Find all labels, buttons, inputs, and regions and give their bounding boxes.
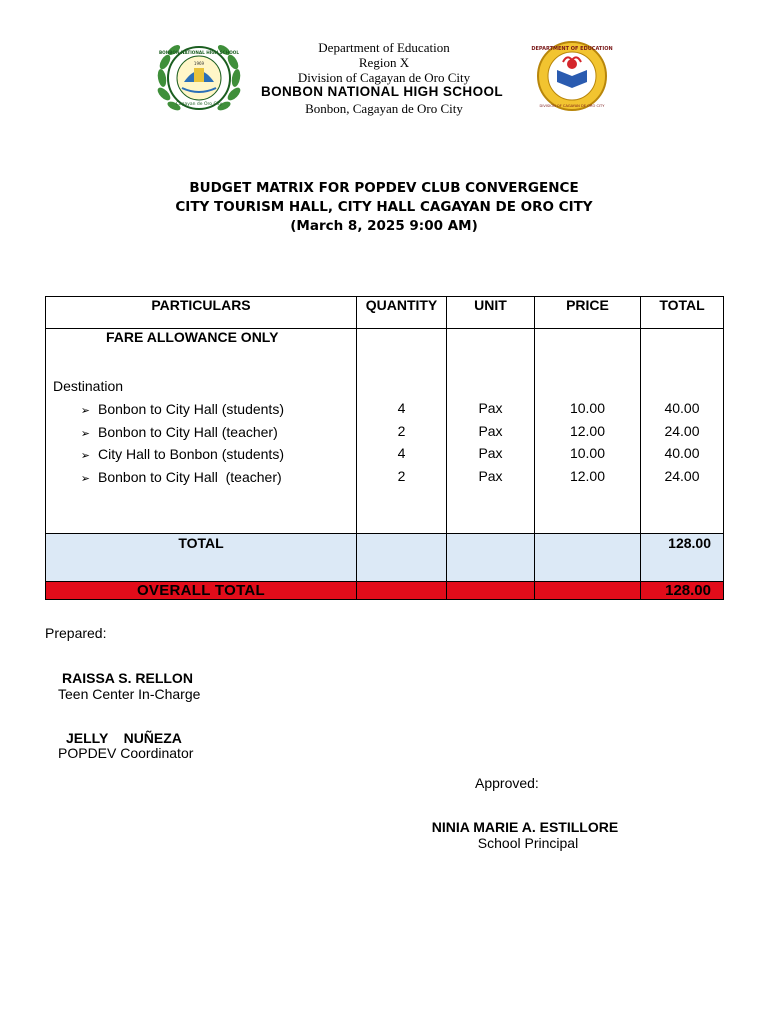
col-header-unit: UNIT — [447, 297, 535, 329]
approver-name: NINIA MARIE A. ESTILLORE — [431, 819, 619, 835]
section-label: FARE ALLOWANCE ONLY — [106, 329, 279, 345]
deped-logo — [527, 40, 617, 112]
logo-bottom-text: Cagayan de Oro City — [175, 102, 223, 107]
total-label: TOTAL — [46, 534, 357, 582]
budget-table — [45, 296, 724, 600]
header-department: Department of Education — [318, 40, 450, 55]
overall-total-label: OVERALL TOTAL — [46, 582, 357, 600]
table-total-row — [46, 534, 724, 582]
item-unit: Pax — [478, 422, 503, 439]
document-date: (March 8, 2025 9:00 AM) — [290, 218, 478, 234]
deped-bottom-text: DIVISION OF CAGAYAN DE ORO CITY — [539, 104, 605, 108]
overall-empty-cell — [447, 582, 535, 600]
list-item — [46, 421, 356, 444]
header-region: Region X — [358, 55, 410, 70]
item-particular: Bonbon to City Hall (teacher) — [98, 468, 282, 485]
item-total: 40.00 — [664, 445, 700, 461]
price-cell — [535, 329, 641, 534]
logo-ring-text: BONBON NATIONAL HIGH SCHOOL — [158, 50, 240, 55]
item-unit: Pax — [478, 445, 503, 461]
list-item — [46, 443, 356, 466]
total-empty-cell — [357, 534, 447, 582]
col-header-price: PRICE — [535, 297, 641, 329]
table-overall-total-row — [46, 582, 724, 600]
preparer2-name: JELLY NUÑEZA — [66, 730, 182, 746]
table-header-row — [46, 297, 724, 329]
header-address: Bonbon, Cagayan de Oro City — [305, 101, 463, 116]
item-quantity: 4 — [397, 445, 406, 461]
item-unit: Pax — [478, 400, 503, 416]
group-label: Destination — [53, 378, 124, 394]
item-price: 12.00 — [569, 422, 606, 439]
item-total: 24.00 — [664, 422, 700, 439]
item-total: 40.00 — [664, 400, 700, 416]
arrow-bullet-icon: ➢ — [80, 450, 90, 462]
quantity-cell — [357, 329, 447, 534]
approver-title: School Principal — [477, 835, 579, 851]
preparer2-title: POPDEV Coordinator — [58, 745, 194, 761]
school-logo — [152, 38, 246, 118]
unit-cell — [447, 329, 535, 534]
item-total: 24.00 — [664, 467, 700, 484]
list-item — [46, 466, 356, 489]
item-particular: City Hall to Bonbon (students) — [98, 446, 284, 462]
total-empty-cell — [535, 534, 641, 582]
preparer1-title: Teen Center In-Charge — [58, 686, 201, 702]
item-particular: Bonbon to City Hall (students) — [98, 401, 284, 417]
item-quantity: 2 — [397, 422, 406, 439]
deped-ring-text: DEPARTMENT OF EDUCATION — [531, 46, 613, 52]
item-quantity: 4 — [397, 400, 406, 416]
header-school-name: BONBON NATIONAL HIGH SCHOOL — [260, 84, 504, 99]
total-cell — [641, 329, 724, 534]
document-title: BUDGET MATRIX FOR POPDEV CLUB CONVERGENCE — [189, 180, 579, 196]
col-header-particulars: PARTICULARS — [46, 297, 357, 329]
arrow-bullet-icon: ➢ — [80, 405, 90, 417]
document-venue: CITY TOURISM HALL, CITY HALL CAGAYAN DE ORO CITY — [175, 199, 593, 215]
item-quantity: 2 — [397, 467, 406, 484]
arrow-bullet-icon: ➢ — [80, 472, 90, 485]
logo-year: 1969 — [193, 61, 205, 66]
overall-empty-cell — [535, 582, 641, 600]
item-unit: Pax — [478, 467, 503, 484]
item-price: 10.00 — [569, 445, 606, 461]
table-body-row — [46, 329, 724, 534]
total-value: 128.00 — [641, 534, 724, 582]
item-price: 10.00 — [569, 400, 606, 416]
particulars-cell — [46, 329, 357, 534]
total-empty-cell — [447, 534, 535, 582]
overall-empty-cell — [357, 582, 447, 600]
list-item — [46, 398, 356, 421]
preparer1-name: RAISSA S. RELLON — [62, 670, 193, 686]
item-particular: Bonbon to City Hall (teacher) — [98, 423, 278, 440]
approved-label: Approved: — [475, 775, 539, 791]
overall-total-value: 128.00 — [641, 582, 724, 600]
item-price: 12.00 — [569, 467, 606, 484]
header-division: Division of Cagayan de Oro City — [297, 70, 471, 85]
prepared-label: Prepared: — [45, 625, 107, 641]
col-header-quantity: QUANTITY — [357, 297, 447, 329]
col-header-total: TOTAL — [641, 297, 724, 329]
arrow-bullet-icon: ➢ — [80, 427, 90, 440]
